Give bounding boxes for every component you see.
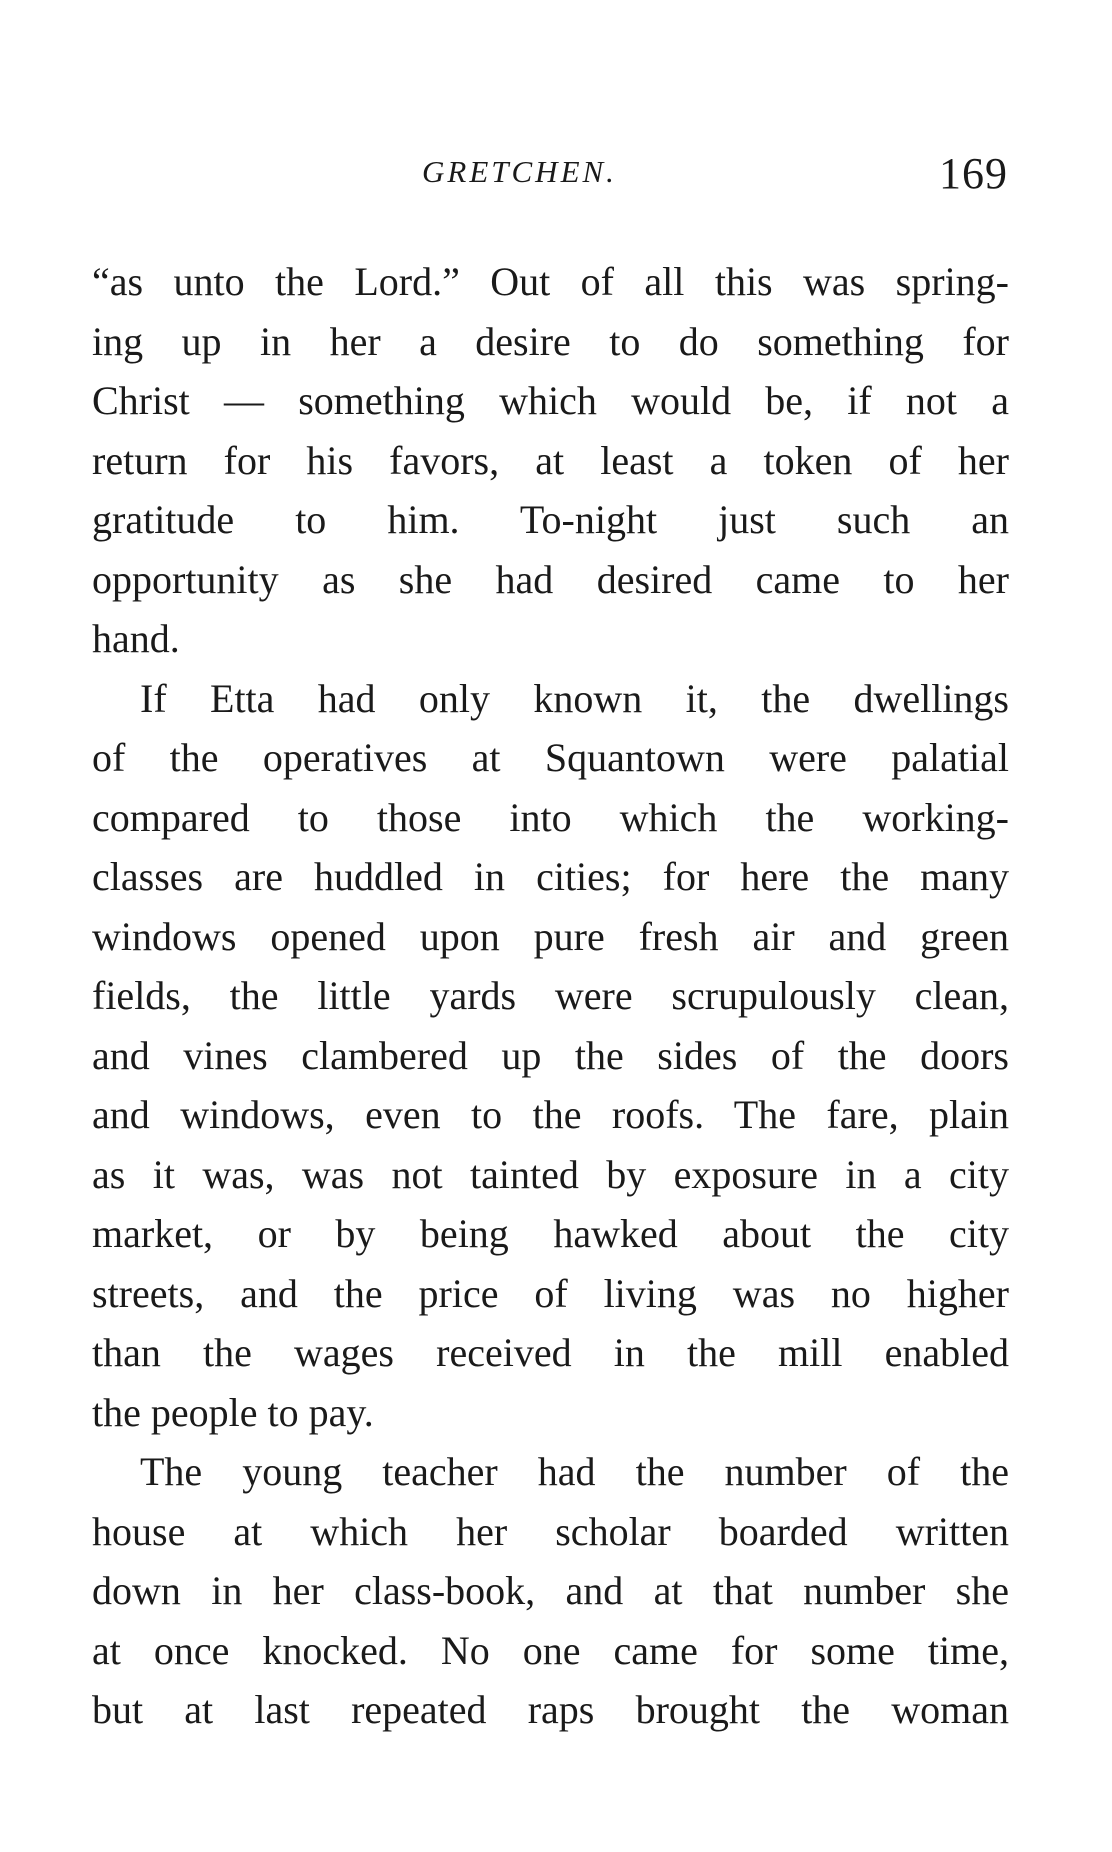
text-line: return for his favors, at least a token of her (92, 437, 1009, 483)
text-line: of the operatives at Squantown were palatial (92, 735, 1009, 780)
text-line: and windows, even to the roofs. The fare, plain (92, 1092, 1009, 1137)
text-line: If Etta had only known it, the dwellings (140, 675, 1009, 721)
running-title: GRETCHEN. (422, 154, 617, 189)
text-line: but at last repeated raps brought the woman (92, 1687, 1009, 1732)
text-line: gratitude to him. To-night just such an (92, 497, 1009, 542)
text-line: as it was, was not tainted by exposure in a city (92, 1151, 1009, 1197)
text-line: and vines clambered up the sides of the doors (92, 1032, 1009, 1078)
paragraph-1 (92, 252, 1009, 669)
text-line: house at which her scholar boarded written (92, 1508, 1009, 1554)
text-line: The young teacher had the number of the (140, 1449, 1009, 1494)
page-number: 169 (939, 149, 1008, 198)
text-line: at once knocked. No one came for some time, (92, 1627, 1009, 1673)
paragraph-2 (92, 669, 1009, 1443)
text-line: down in her class-book, and at that number she (92, 1568, 1009, 1613)
text-line: fields, the little yards were scrupulously clean, (92, 973, 1009, 1018)
paragraph-3 (92, 1442, 1009, 1740)
text-line: classes are huddled in cities; for here the many (92, 854, 1009, 899)
text-line: ing up in her a desire to do something for (92, 318, 1009, 364)
text-line: streets, and the price of living was no higher (92, 1270, 1009, 1316)
text-line: windows opened upon pure fresh air and green (92, 913, 1009, 959)
text-line: compared to those into which the working- (92, 794, 1009, 840)
text-line: Christ — something which would be, if not a (92, 378, 1009, 423)
text-line: than the wages received in the mill enabled (92, 1330, 1009, 1375)
text-line: hand. (92, 616, 180, 661)
running-head (0, 148, 1112, 198)
body-text (92, 252, 1009, 1740)
text-line: “as unto the Lord.” Out of all this was spring- (92, 259, 1009, 304)
text-line: the people to pay. (92, 1389, 374, 1435)
text-line: opportunity as she had desired came to her (92, 556, 1009, 602)
text-line: market, or by being hawked about the city (92, 1211, 1009, 1256)
